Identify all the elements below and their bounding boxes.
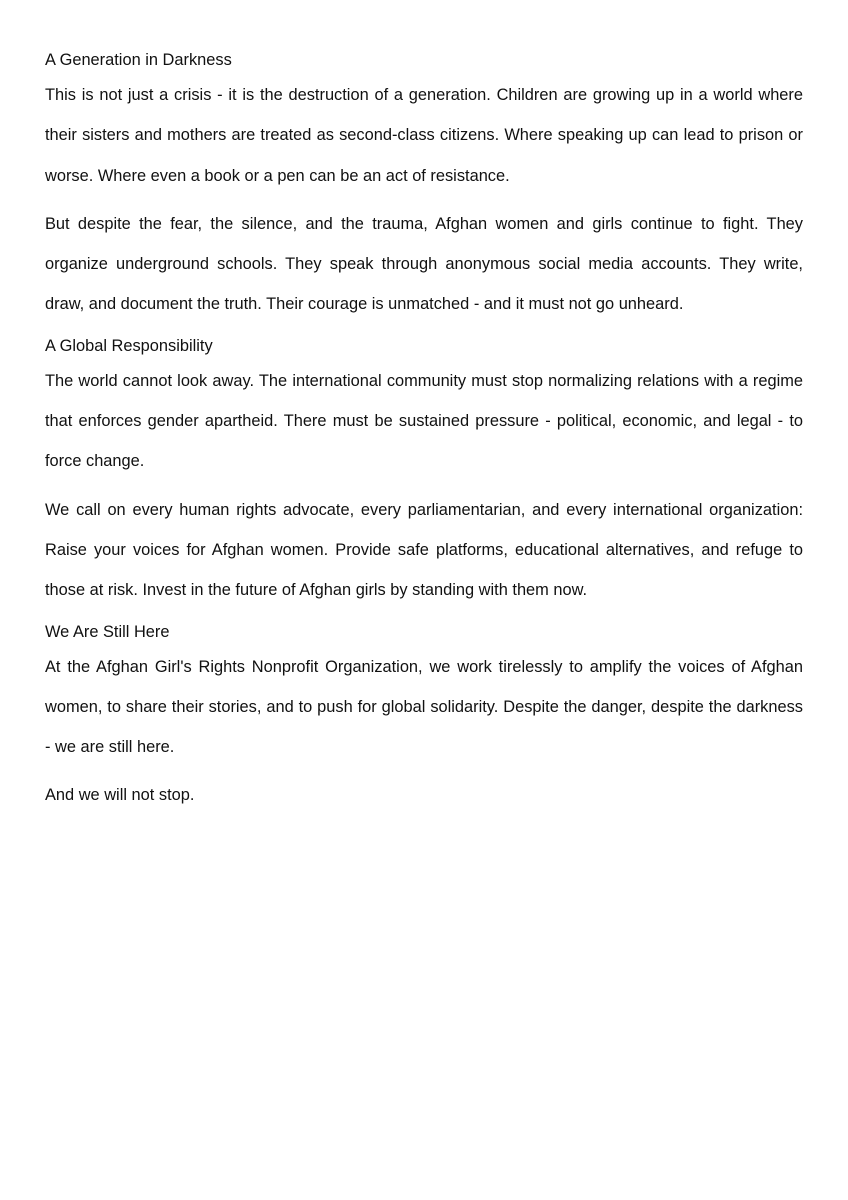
section-heading: A Generation in Darkness	[45, 51, 232, 69]
section-heading: A Global Responsibility	[45, 336, 213, 355]
document-page	[45, 47, 803, 816]
paragraph: The world cannot look away. The international community must stop normalizing relations with a regime that enforces gender apartheid. There must be sustained pressure - political, economic, and legal - to force change.	[45, 371, 803, 471]
paragraph: This is not just a crisis - it is the destruction of a generation. Children are growing up in a world where their sisters and mothers are treated as second-class citizens. Where speaking up can lead to prison or worse. Where even a book or a pen can be an act of resistance.	[45, 86, 803, 185]
paragraph: But despite the fear, the silence, and the trauma, Afghan women and girls continue to fight. They organize underground schools. They speak through anonymous social media accounts. They write, draw, and document the truth. Their courage is unmatched - and it must not go unheard.	[45, 214, 803, 314]
paragraph: We call on every human rights advocate, every parliamentarian, and every international organization: Raise your voices for Afghan women. Provide safe platforms, educational alternatives, and refuge to those at risk. Invest in the future of Afghan girls by standing with them now.	[45, 500, 803, 600]
paragraph: At the Afghan Girl's Rights Nonprofit Organization, we work tirelessly to amplify the voices of Afghan women, to share their stories, and to push for global solidarity. Despite the danger, despite the darkness - we are still here.	[45, 657, 803, 757]
paragraph: And we will not stop.	[45, 786, 195, 805]
section-heading: We Are Still Here	[45, 622, 170, 641]
